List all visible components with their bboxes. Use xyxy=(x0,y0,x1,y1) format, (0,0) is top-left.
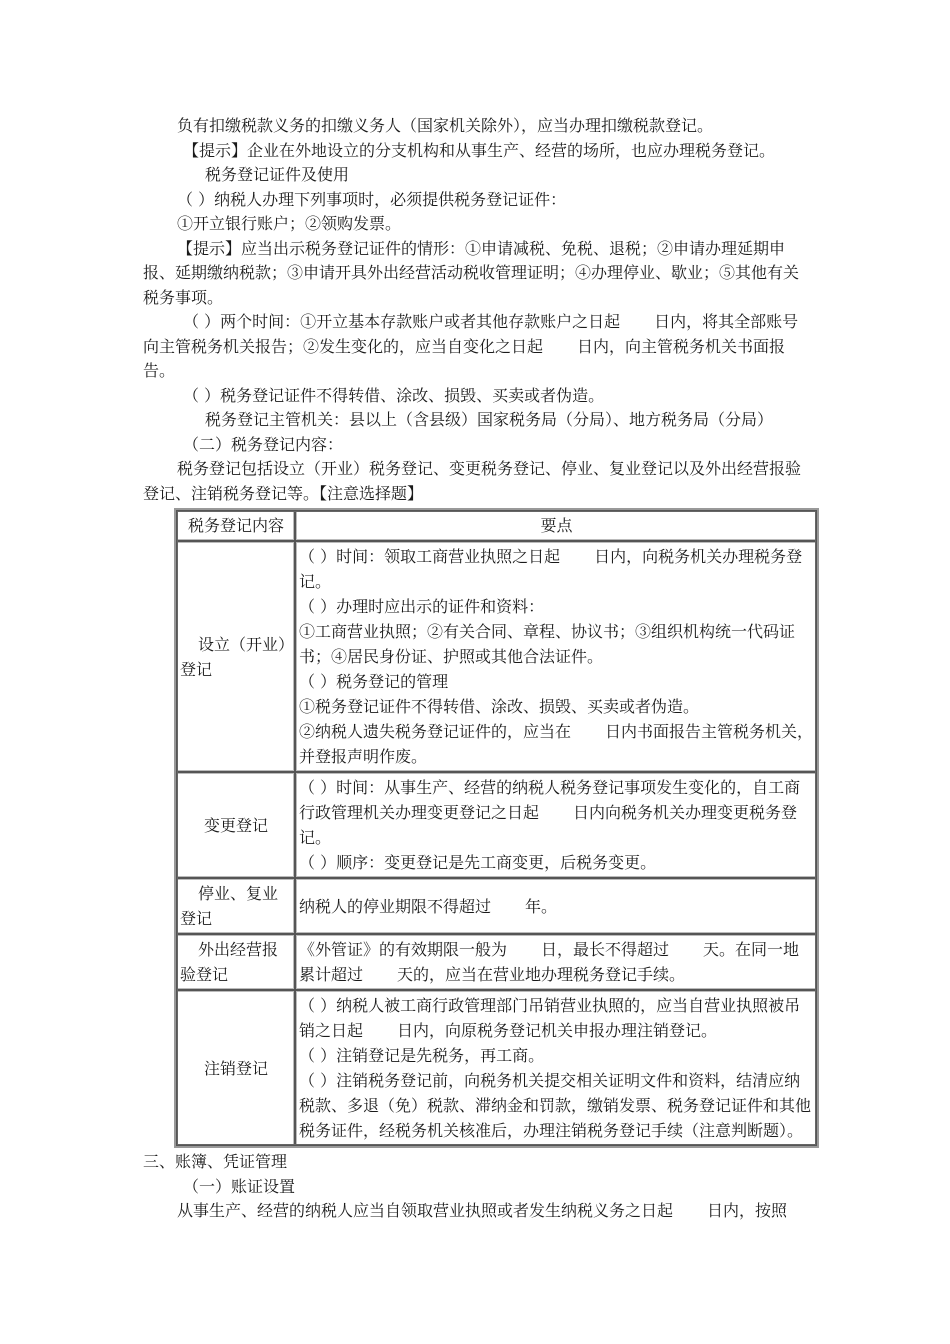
paragraph xyxy=(143,1199,811,1224)
paragraph: 【提示】应当出示税务登记证件的情形：①申请减税、免税、退税；②申请办理延期申报、延期缴纳税款；③申请开具外出经营活动税收管理证明；④办理停业、歇业；⑤其他有关税务事项。 xyxy=(143,238,800,307)
row-label: 外出经营报验登记 xyxy=(176,934,295,990)
point-line xyxy=(299,594,814,619)
point-fragment: （ ）顺序：变更登记是先工商变更，后税务变更。 xyxy=(299,853,657,872)
point-fragment: 日内，向税务机关办理税务登记。 xyxy=(299,547,803,591)
header-points: 要点 xyxy=(295,510,817,541)
point-line xyxy=(299,850,814,875)
row-points xyxy=(295,878,817,934)
paragraph-fragment: 日内，向主管税务机关书面报告。 xyxy=(143,336,786,380)
table-row xyxy=(176,990,817,1146)
row-label: 停业、复业登记 xyxy=(176,878,295,934)
table-row xyxy=(176,878,817,934)
point-line xyxy=(299,937,814,987)
point-fragment: （ ）时间：领取工商营业执照之日起 xyxy=(299,547,561,566)
registration-table xyxy=(174,508,819,1148)
paragraph: 税务登记主管机关：县以上（含县级）国家税务局（分局）、地方税务局（分局） xyxy=(205,410,774,429)
paragraph: 三、账簿、凭证管理 xyxy=(143,1152,288,1171)
paragraph: ①开立银行账户；②领购发票。 xyxy=(177,214,402,233)
point-fragment: （ ）注销登记是先税务，再工商。 xyxy=(299,1046,545,1065)
point-line xyxy=(299,719,814,769)
table-row xyxy=(176,772,817,878)
bottom-paragraphs xyxy=(143,1150,811,1224)
paragraph: （ ）税务登记证件不得转借、涂改、损毁、买卖或者伪造。 xyxy=(183,385,605,405)
point-fragment: 天的，应当在营业地办理税务登记手续。 xyxy=(397,965,686,984)
header-content: 税务登记内容 xyxy=(176,510,295,541)
point-fragment: （ ）办理时应出示的证件和资料： xyxy=(299,597,545,616)
point-fragment: （ ）时间：从事生产、经营的纳税人税务登记事项发生变化的，自工商行政管理机关办理变更登记之日起 xyxy=(299,778,801,822)
point-line xyxy=(299,775,814,850)
row-points xyxy=(295,934,817,990)
point-fragment: （ ）纳税人被工商行政管理部门吊销营业执照的，应当自营业执照被吊销之日起 xyxy=(299,996,801,1040)
paragraph-fragment: 从事生产、经营的纳税人应当自领取营业执照或者发生纳税义务之日起 xyxy=(177,1201,674,1220)
point-fragment: ②纳税人遗失税务登记证件的，应当在 xyxy=(299,722,572,741)
point-fragment: 天。在同一地累计超过 xyxy=(299,940,800,984)
paragraph: （一）账证设置 xyxy=(183,1176,296,1196)
table-row xyxy=(176,541,817,772)
point-fragment: （ ）税务登记的管理 xyxy=(299,672,449,691)
point-line xyxy=(299,544,814,594)
row-points xyxy=(295,541,817,772)
paragraph: 【提示】企业在外地设立的分支机构和从事生产、经营的场所，也应办理税务登记。 xyxy=(183,140,776,160)
table-row xyxy=(176,934,817,990)
point-fragment: ①税务登记证件不得转借、涂改、损毁、买卖或者伪造。 xyxy=(299,697,700,716)
point-fragment: （ ）注销税务登记前，向税务机关提交相关证明文件和资料，结清应纳税款、多退（免）税款、滞纳金和罚款，缴销发票、税务登记证件和其他税务证件，经税务机关核准后，办理注销税务登记手续（注意判断题）。 xyxy=(299,1071,812,1140)
point-fragment: 日，最长不得超过 xyxy=(541,940,670,959)
paragraph: （二）税务登记内容： xyxy=(183,434,344,454)
point-line xyxy=(299,894,814,919)
point-line xyxy=(299,669,814,694)
row-label: 设立（开业）登记 xyxy=(176,541,295,772)
row-label: 注销登记 xyxy=(176,990,295,1146)
point-fragment: 日内向税务机关办理变更税务登记。 xyxy=(299,803,798,847)
point-fragment: 日内，向原税务登记机关申报办理注销登记。 xyxy=(397,1021,718,1040)
table-header-row xyxy=(176,510,817,541)
point-line xyxy=(299,993,814,1043)
point-fragment: 《外管证》的有效期限一般为 xyxy=(299,940,508,959)
row-label: 变更登记 xyxy=(176,772,295,878)
paragraph-fragment: 日内，按照 xyxy=(707,1201,788,1220)
row-points xyxy=(295,990,817,1146)
top-paragraphs xyxy=(143,114,811,506)
point-fragment: 日内书面报告主管税务机关，并登报声明作废。 xyxy=(299,722,814,766)
point-line xyxy=(299,619,814,669)
row-points xyxy=(295,772,817,878)
paragraph: 负有扣缴税款义务的扣缴义务人（国家机关除外），应当办理扣缴税款登记。 xyxy=(177,116,714,135)
point-fragment: ①工商营业执照；②有关合同、章程、协议书；③组织机构统一代码证书；④居民身份证、护照或其他合法证件。 xyxy=(299,622,796,666)
paragraph: （ ）纳税人办理下列事项时，必须提供税务登记证件： xyxy=(177,189,567,209)
paragraph: 税务登记证件及使用 xyxy=(205,165,350,184)
point-fragment: 纳税人的停业期限不得超过 xyxy=(299,896,492,916)
paragraph-fragment: （ ）两个时间：①开立基本存款账户或者其他存款账户之日起 xyxy=(183,312,621,331)
point-line xyxy=(299,1043,814,1068)
paragraph: 税务登记包括设立（开业）税务登记、变更税务登记、停业、复业登记以及外出经营报验登记、注销税务登记等。【注意选择题】 xyxy=(143,459,802,503)
document-content xyxy=(143,114,814,1224)
paragraph-fragment: 日内，将其全部账号向主管税务机关报告；②发生变化的，应当自变化之日起 xyxy=(143,312,799,356)
point-fragment: 年。 xyxy=(525,896,558,916)
point-line xyxy=(299,694,814,719)
paragraph xyxy=(143,310,811,384)
point-line xyxy=(299,1068,814,1143)
